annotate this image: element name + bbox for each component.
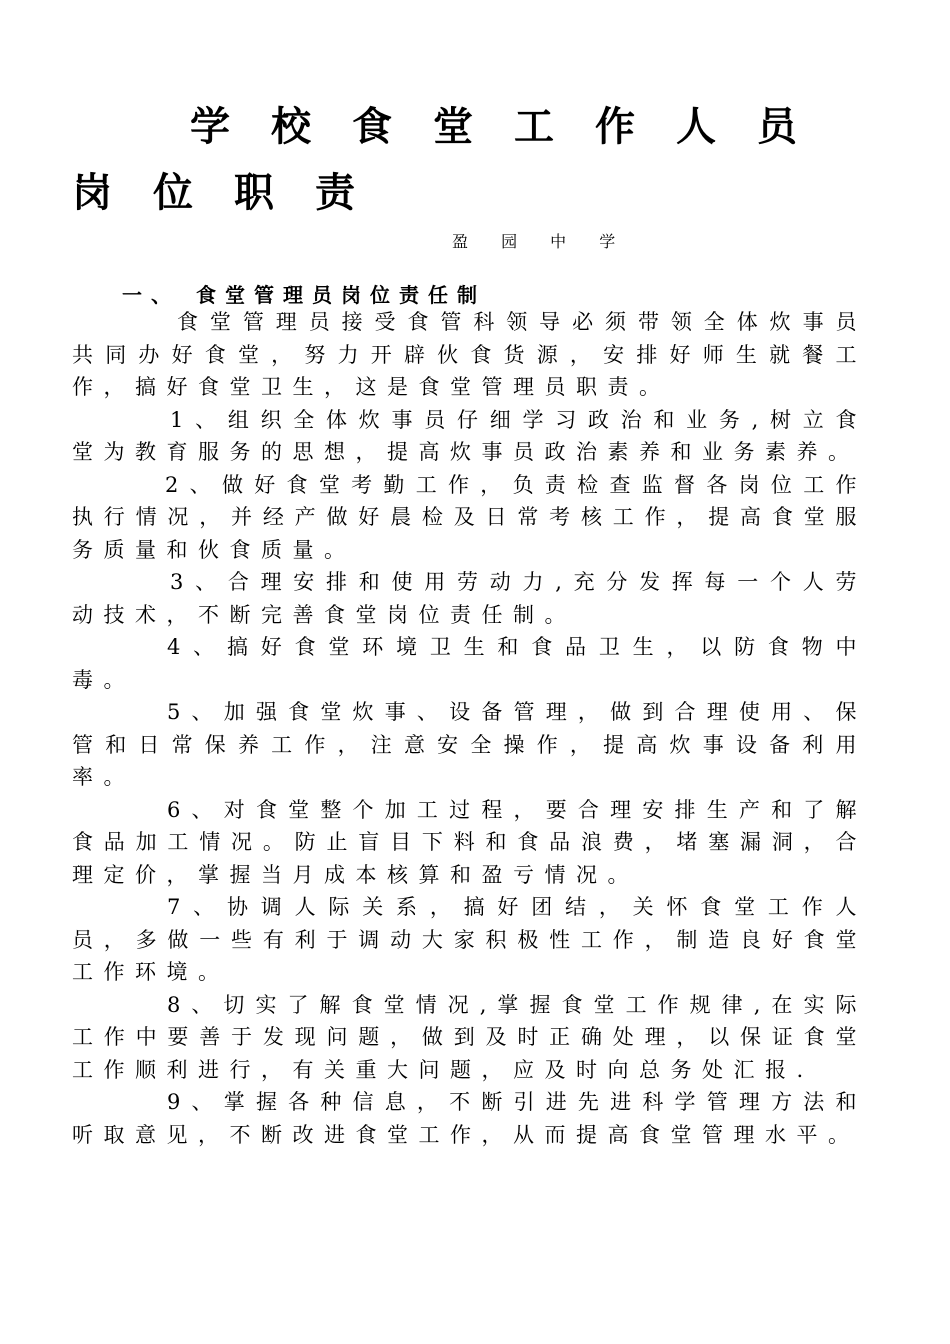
duty-item-7: 7、协调人际关系，搞好团结，关怀食堂工作人员，多做一些有利于调动大家积极性工作，制造良好食堂工作环境。 [72, 895, 867, 984]
duty-item-8: 8、切实了解食堂情况,掌握食堂工作规律,在实际工作中要善于发现问题，做到及时正确处理，以保证食堂工作顺利进行，有关重大问题，应及时向总务处汇报. [72, 992, 867, 1082]
duty-item-5: 5、加强食堂炊事、设备管理，做到合理使用、保管和日常保养工作，注意安全操作，提高炊事设备利用率。 [72, 700, 867, 789]
document-body [72, 306, 867, 1151]
duty-item-6: 6、对食堂整个加工过程，要合理安排生产和了解食品加工情况。防止盲目下料和食品浪费，堵塞漏洞，合理定价，掌握当月成本核算和盈亏情况。 [72, 797, 867, 887]
duty-item-2: 2、做好食堂考勤工作，负责检查监督各岗位工作执行情况，并经产做好晨检及日常考核工作，提高食堂服务质量和伙食质量。 [72, 472, 867, 562]
school-name: 盈 园 中 学 [452, 232, 630, 251]
intro-paragraph: 食堂管理员接受食管科领导必须带领全体炊事员共同办好食堂，努力开辟伙食货源，安排好师生就餐工作，搞好食堂卫生，这是食堂管理员职责。 [72, 310, 867, 399]
section-heading: 一、 食堂管理员岗位责任制 [122, 283, 486, 307]
document-title-line-2: 岗位职责 [72, 169, 396, 216]
duty-item-4: 4、搞好食堂环境卫生和食品卫生，以防食物中毒。 [72, 635, 867, 692]
duty-item-9: 9、掌握各种信息，不断引进先进科学管理方法和听取意见，不断改进食堂工作，从而提高食堂管理水平。 [72, 1090, 867, 1147]
duty-item-3: 3、合理安排和使用劳动力,充分发挥每一个人劳动技术，不断完善食堂岗位责任制。 [72, 570, 867, 627]
duty-item-1: 1、组织全体炊事员仔细学习政治和业务,树立食堂为教育服务的思想，提高炊事员政治素养和业务素养。 [72, 407, 867, 464]
document-title-line-1: 学校食堂工作人员 [190, 103, 838, 150]
